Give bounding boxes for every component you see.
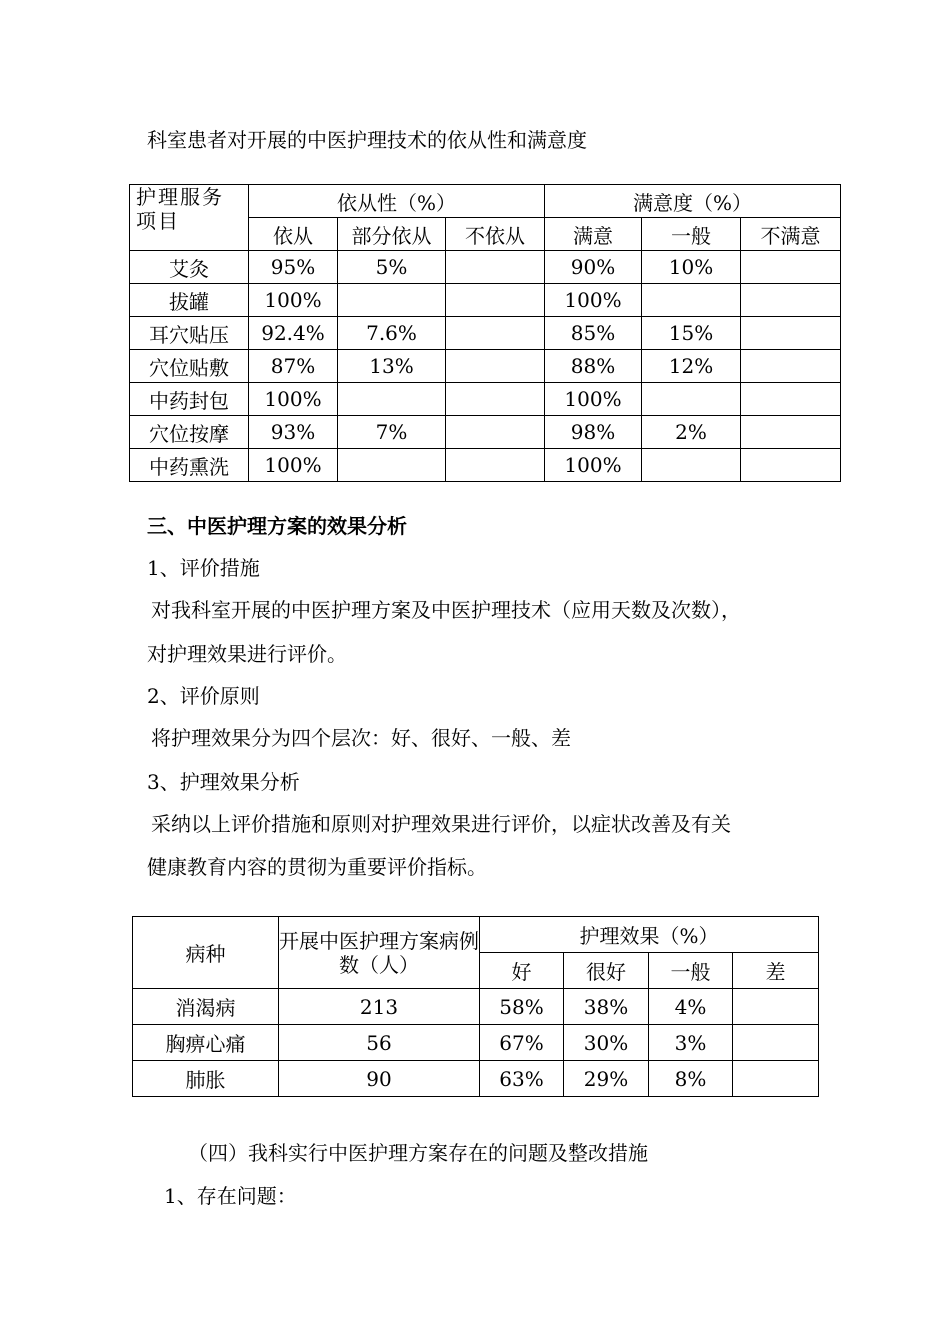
cell-non-compliant (446, 350, 545, 383)
cell-neutral (642, 449, 741, 482)
header-compliant: 依从 (249, 218, 338, 251)
cell-satisfied: 88% (545, 350, 642, 383)
cell-satisfied: 100% (545, 383, 642, 416)
row-cases: 90 (279, 1061, 480, 1097)
cell-poor (733, 1061, 819, 1097)
cell-very-good: 29% (564, 1061, 649, 1097)
cell-very-good: 38% (564, 989, 649, 1025)
cell-partial: 7.6% (338, 317, 446, 350)
row-disease: 消渴病 (133, 989, 279, 1025)
cell-satisfied: 100% (545, 284, 642, 317)
cell-good: 58% (480, 989, 564, 1025)
cell-poor (733, 1025, 819, 1061)
cell-compliant: 100% (249, 284, 338, 317)
paragraph-line: 对护理效果进行评价。 (147, 642, 347, 666)
cell-non-compliant (446, 383, 545, 416)
subheading-evaluation-measures: 1、评价措施 (147, 556, 260, 580)
row-item: 拔罐 (130, 284, 249, 317)
row-item: 艾灸 (130, 251, 249, 284)
cell-dissatisfied (741, 317, 841, 350)
cell-poor (733, 989, 819, 1025)
paragraph-line: 健康教育内容的贯彻为重要评价指标。 (147, 855, 487, 879)
paragraph-line: 将护理效果分为四个层次：好、很好、一般、差 (151, 726, 571, 750)
row-item: 耳穴贴压 (130, 317, 249, 350)
cell-partial (338, 383, 446, 416)
table-row (130, 416, 841, 449)
cell-compliant: 92.4% (249, 317, 338, 350)
header-item: 护理服务项目 (130, 185, 249, 251)
header-compliance-group: 依从性（%） (249, 185, 545, 218)
paragraph-line: 采纳以上评价措施和原则对护理效果进行评价，以症状改善及有关 (151, 812, 731, 836)
cell-non-compliant (446, 449, 545, 482)
table-row (130, 350, 841, 383)
cell-non-compliant (446, 416, 545, 449)
header-neutral: 一般 (642, 218, 741, 251)
table-row (130, 383, 841, 416)
cell-neutral (642, 383, 741, 416)
header-good: 好 (480, 953, 564, 989)
table-row (133, 989, 819, 1025)
cell-neutral: 2% (642, 416, 741, 449)
row-item: 穴位按摩 (130, 416, 249, 449)
cell-compliant: 93% (249, 416, 338, 449)
cell-neutral (642, 284, 741, 317)
cell-dissatisfied (741, 251, 841, 284)
cell-neutral: 15% (642, 317, 741, 350)
compliance-satisfaction-table (129, 184, 841, 482)
cell-non-compliant (446, 284, 545, 317)
cell-partial: 5% (338, 251, 446, 284)
cell-compliant: 100% (249, 449, 338, 482)
paragraph-line: 对我科室开展的中医护理方案及中医护理技术（应用天数及次数）， (151, 598, 741, 622)
header-very-good: 很好 (564, 953, 649, 989)
table-row (130, 284, 841, 317)
cell-partial (338, 449, 446, 482)
cell-satisfied: 98% (545, 416, 642, 449)
row-cases: 56 (279, 1025, 480, 1061)
cell-good: 67% (480, 1025, 564, 1061)
cell-partial: 13% (338, 350, 446, 383)
cell-compliant: 100% (249, 383, 338, 416)
row-item: 中药熏洗 (130, 449, 249, 482)
table-row (130, 317, 841, 350)
nursing-effect-table (132, 916, 819, 1097)
section-heading: 三、中医护理方案的效果分析 (147, 514, 407, 538)
cell-non-compliant (446, 317, 545, 350)
section-heading: （四）我科实行中医护理方案存在的问题及整改措施 (188, 1141, 648, 1165)
subheading-effect-analysis: 3、护理效果分析 (147, 770, 300, 794)
cell-very-good: 30% (564, 1025, 649, 1061)
cell-dissatisfied (741, 383, 841, 416)
subheading-existing-problems: 1、存在问题： (164, 1184, 297, 1208)
cell-partial (338, 284, 446, 317)
header-cases: 开展中医护理方案病例数（人） (279, 917, 480, 989)
cell-dissatisfied (741, 449, 841, 482)
table-row (133, 1025, 819, 1061)
cell-dissatisfied (741, 350, 841, 383)
row-item: 中药封包 (130, 383, 249, 416)
cell-dissatisfied (741, 284, 841, 317)
cell-average: 3% (649, 1025, 733, 1061)
header-effect-group: 护理效果（%） (480, 917, 819, 953)
cell-partial: 7% (338, 416, 446, 449)
cell-satisfied: 100% (545, 449, 642, 482)
cell-satisfied: 90% (545, 251, 642, 284)
row-cases: 213 (279, 989, 480, 1025)
row-disease: 胸痹心痛 (133, 1025, 279, 1061)
header-non-compliant: 不依从 (446, 218, 545, 251)
subheading-evaluation-principles: 2、评价原则 (147, 684, 260, 708)
table1-caption: 科室患者对开展的中医护理技术的依从性和满意度 (147, 128, 587, 152)
cell-good: 63% (480, 1061, 564, 1097)
header-average: 一般 (649, 953, 733, 989)
row-disease: 肺胀 (133, 1061, 279, 1097)
cell-satisfied: 85% (545, 317, 642, 350)
header-poor: 差 (733, 953, 819, 989)
table-row (130, 449, 841, 482)
cell-neutral: 12% (642, 350, 741, 383)
cell-average: 8% (649, 1061, 733, 1097)
table-row (133, 1061, 819, 1097)
cell-average: 4% (649, 989, 733, 1025)
cell-compliant: 95% (249, 251, 338, 284)
cell-dissatisfied (741, 416, 841, 449)
header-satisfaction-group: 满意度（%） (545, 185, 841, 218)
row-item: 穴位贴敷 (130, 350, 249, 383)
header-disease: 病种 (133, 917, 279, 989)
cell-compliant: 87% (249, 350, 338, 383)
header-dissatisfied: 不满意 (741, 218, 841, 251)
header-partially-compliant: 部分依从 (338, 218, 446, 251)
cell-neutral: 10% (642, 251, 741, 284)
header-satisfied: 满意 (545, 218, 642, 251)
table-row (130, 251, 841, 284)
cell-non-compliant (446, 251, 545, 284)
